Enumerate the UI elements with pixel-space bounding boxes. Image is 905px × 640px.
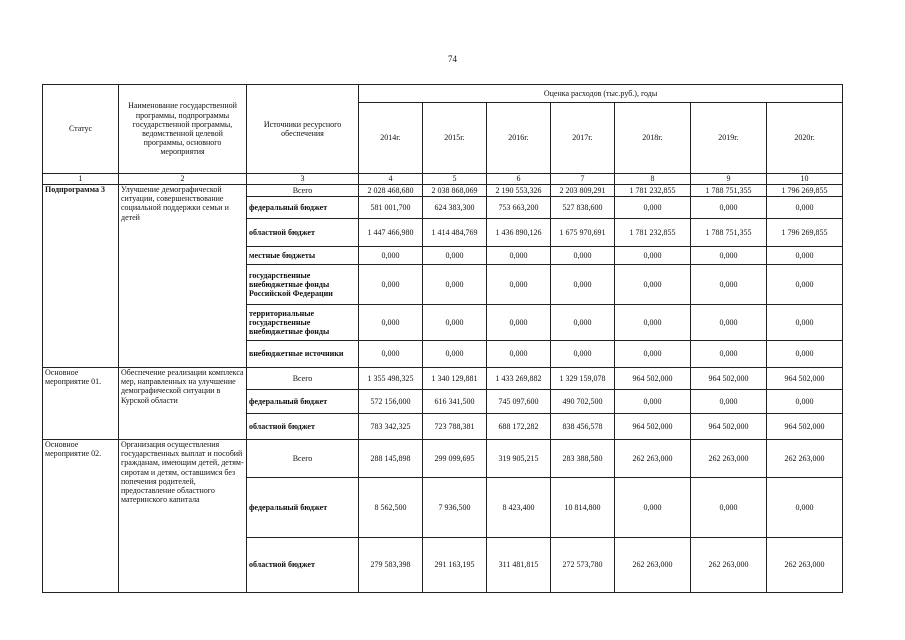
- value-cell: 0,000: [691, 247, 767, 265]
- value-cell: 0,000: [359, 341, 423, 368]
- program-name-cell: Организация осуществления государственных выплат и пособий гражданам, имеющим детей, детям-сиротам и детям, оставшимся без попечения родителей, предоставление областного материнского капитала: [119, 440, 247, 593]
- source-cell: внебюджетные источники: [247, 341, 359, 368]
- value-cell: 0,000: [691, 265, 767, 305]
- status-cell: Основное мероприятие 02.: [43, 440, 119, 593]
- value-cell: 8 562,500: [359, 478, 423, 538]
- value-cell: 0,000: [691, 478, 767, 538]
- value-cell: 753 663,200: [487, 197, 551, 219]
- table-row: [43, 368, 843, 390]
- table-body: [43, 185, 843, 593]
- value-cell: 8 423,400: [487, 478, 551, 538]
- value-cell: 964 502,000: [691, 414, 767, 440]
- value-cell: 319 905,215: [487, 440, 551, 478]
- value-cell: 1 355 498,325: [359, 368, 423, 390]
- value-cell: 0,000: [359, 305, 423, 341]
- year-header: 2017г.: [551, 103, 615, 174]
- value-cell: 0,000: [487, 247, 551, 265]
- column-number: 6: [487, 174, 551, 185]
- value-cell: 0,000: [767, 265, 843, 305]
- source-cell: федеральный бюджет: [247, 390, 359, 414]
- value-cell: 2 203 809,291: [551, 185, 615, 197]
- source-cell: Всего: [247, 185, 359, 197]
- value-cell: 0,000: [767, 341, 843, 368]
- source-cell: областной бюджет: [247, 219, 359, 247]
- source-cell: территориальные государственные внебюджетные фонды: [247, 305, 359, 341]
- value-cell: 0,000: [691, 305, 767, 341]
- value-cell: 0,000: [691, 341, 767, 368]
- value-cell: 2 190 553,326: [487, 185, 551, 197]
- status-cell: Подпрограмма 3: [43, 185, 119, 368]
- value-cell: 1 414 484,769: [423, 219, 487, 247]
- header-sources: Источники ресурсного обеспечения: [247, 85, 359, 174]
- value-cell: 723 788,381: [423, 414, 487, 440]
- value-cell: 262 263,000: [691, 440, 767, 478]
- value-cell: 0,000: [551, 305, 615, 341]
- value-cell: 964 502,000: [767, 414, 843, 440]
- year-header: 2019г.: [691, 103, 767, 174]
- value-cell: 0,000: [359, 265, 423, 305]
- value-cell: 272 573,780: [551, 538, 615, 593]
- header-status: Статус: [43, 85, 119, 174]
- value-cell: 964 502,000: [615, 414, 691, 440]
- value-cell: 0,000: [691, 390, 767, 414]
- value-cell: 0,000: [487, 265, 551, 305]
- value-cell: 279 583,398: [359, 538, 423, 593]
- value-cell: 1 436 890,126: [487, 219, 551, 247]
- value-cell: 1 788 751,355: [691, 185, 767, 197]
- table-row: [43, 440, 843, 478]
- value-cell: 2 038 868,069: [423, 185, 487, 197]
- column-number: 5: [423, 174, 487, 185]
- year-header: 2020г.: [767, 103, 843, 174]
- value-cell: 262 263,000: [767, 538, 843, 593]
- header-name: Наименование государственной программы, подпрограммы государственной программы, ведомственной целевой программы, основного мероприятия: [119, 85, 247, 174]
- column-number: 7: [551, 174, 615, 185]
- column-number: 8: [615, 174, 691, 185]
- value-cell: 0,000: [691, 197, 767, 219]
- value-cell: 783 342,325: [359, 414, 423, 440]
- value-cell: 0,000: [615, 265, 691, 305]
- column-number: 1: [43, 174, 119, 185]
- value-cell: 1 675 970,691: [551, 219, 615, 247]
- expenses-table: [42, 84, 843, 593]
- value-cell: 1 781 232,855: [615, 185, 691, 197]
- source-cell: местные бюджеты: [247, 247, 359, 265]
- value-cell: 0,000: [767, 390, 843, 414]
- value-cell: 0,000: [487, 341, 551, 368]
- value-cell: 1 433 269,882: [487, 368, 551, 390]
- value-cell: 0,000: [615, 341, 691, 368]
- value-cell: 1 788 751,355: [691, 219, 767, 247]
- table-row: [43, 185, 843, 197]
- value-cell: 262 263,000: [691, 538, 767, 593]
- value-cell: 0,000: [767, 197, 843, 219]
- value-cell: 688 172,282: [487, 414, 551, 440]
- value-cell: 10 814,800: [551, 478, 615, 538]
- value-cell: 288 145,898: [359, 440, 423, 478]
- value-cell: 527 838,600: [551, 197, 615, 219]
- value-cell: 1 781 232,855: [615, 219, 691, 247]
- column-number: 10: [767, 174, 843, 185]
- value-cell: 964 502,000: [691, 368, 767, 390]
- value-cell: 0,000: [423, 341, 487, 368]
- year-header: 2015г.: [423, 103, 487, 174]
- year-header: 2018г.: [615, 103, 691, 174]
- value-cell: 0,000: [615, 305, 691, 341]
- value-cell: 1 329 159,078: [551, 368, 615, 390]
- value-cell: 0,000: [359, 247, 423, 265]
- value-cell: 0,000: [767, 478, 843, 538]
- value-cell: 0,000: [615, 197, 691, 219]
- source-cell: Всего: [247, 368, 359, 390]
- value-cell: 0,000: [615, 390, 691, 414]
- value-cell: 581 001,700: [359, 197, 423, 219]
- value-cell: 7 936,500: [423, 478, 487, 538]
- source-cell: областной бюджет: [247, 538, 359, 593]
- value-cell: 745 097,600: [487, 390, 551, 414]
- value-cell: 291 163,195: [423, 538, 487, 593]
- value-cell: 262 263,000: [615, 440, 691, 478]
- value-cell: 299 099,695: [423, 440, 487, 478]
- source-cell: федеральный бюджет: [247, 197, 359, 219]
- column-number: 3: [247, 174, 359, 185]
- value-cell: 1 447 466,980: [359, 219, 423, 247]
- value-cell: 1 796 269,855: [767, 185, 843, 197]
- value-cell: 0,000: [423, 247, 487, 265]
- value-cell: 838 456,578: [551, 414, 615, 440]
- value-cell: 0,000: [551, 341, 615, 368]
- value-cell: 0,000: [487, 305, 551, 341]
- value-cell: 0,000: [551, 265, 615, 305]
- value-cell: 283 388,580: [551, 440, 615, 478]
- value-cell: 964 502,000: [615, 368, 691, 390]
- value-cell: 964 502,000: [767, 368, 843, 390]
- value-cell: 0,000: [615, 247, 691, 265]
- value-cell: 311 481,815: [487, 538, 551, 593]
- header-estimate: Оценка расходов (тыс.руб.), годы: [359, 85, 843, 103]
- value-cell: 1 796 269,855: [767, 219, 843, 247]
- source-cell: государственные внебюджетные фонды Российской Федерации: [247, 265, 359, 305]
- year-header: 2014г.: [359, 103, 423, 174]
- source-cell: федеральный бюджет: [247, 478, 359, 538]
- page-number: 74: [448, 54, 457, 64]
- value-cell: 0,000: [767, 305, 843, 341]
- value-cell: 0,000: [423, 305, 487, 341]
- source-cell: областной бюджет: [247, 414, 359, 440]
- value-cell: 0,000: [615, 478, 691, 538]
- status-cell: Основное мероприятие 01.: [43, 368, 119, 440]
- column-number: 4: [359, 174, 423, 185]
- value-cell: 616 341,500: [423, 390, 487, 414]
- program-name-cell: Обеспечение реализации комплекса мер, направленных на улучшение демографической ситуации в Курской области: [119, 368, 247, 440]
- year-header: 2016г.: [487, 103, 551, 174]
- column-number: 9: [691, 174, 767, 185]
- value-cell: 490 702,500: [551, 390, 615, 414]
- value-cell: 624 383,300: [423, 197, 487, 219]
- value-cell: 1 340 129,881: [423, 368, 487, 390]
- value-cell: 262 263,000: [615, 538, 691, 593]
- column-number: 2: [119, 174, 247, 185]
- value-cell: 572 156,000: [359, 390, 423, 414]
- value-cell: 0,000: [767, 247, 843, 265]
- program-name-cell: Улучшение демографической ситуации, совершенствование социальной поддержки семьи и детей: [119, 185, 247, 368]
- source-cell: Всего: [247, 440, 359, 478]
- value-cell: 0,000: [423, 265, 487, 305]
- value-cell: 262 263,000: [767, 440, 843, 478]
- value-cell: 0,000: [551, 247, 615, 265]
- value-cell: 2 028 468,680: [359, 185, 423, 197]
